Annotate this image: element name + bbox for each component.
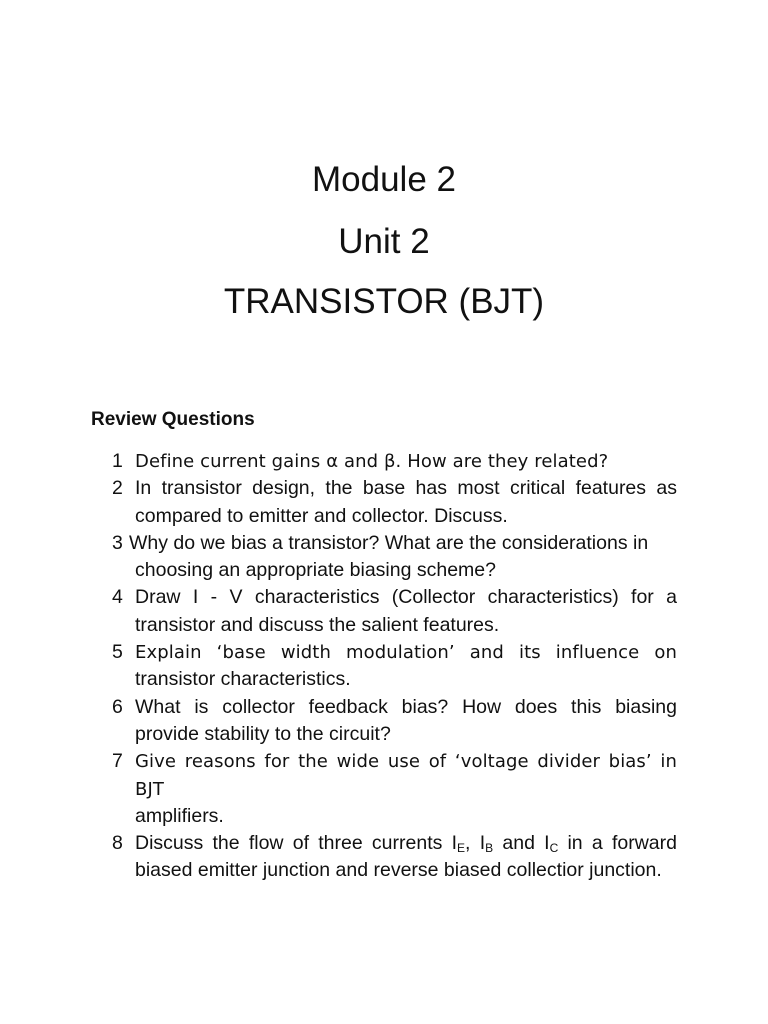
module-heading: Module 2 bbox=[312, 160, 456, 199]
question-text: What is collector feedback bias? How does this biasing provide stability to the circuit? bbox=[135, 695, 677, 745]
question-number: 6 bbox=[112, 695, 123, 718]
question-6 bbox=[0, 694, 768, 749]
document-title: TRANSISTOR (BJT) bbox=[223, 282, 545, 321]
question-5 bbox=[0, 639, 768, 694]
question-text-continuation: choosing an appropriate biasing scheme? bbox=[135, 559, 496, 582]
question-number: 5 bbox=[112, 641, 123, 664]
question-number: 7 bbox=[112, 750, 123, 773]
unit-heading: Unit 2 bbox=[338, 222, 430, 261]
question-text-part: , I bbox=[465, 832, 486, 855]
question-text bbox=[112, 530, 677, 585]
question-text-first-line: Give reasons for the wide use of ‘voltage divider bias’ in BJT bbox=[135, 751, 677, 800]
question-4 bbox=[0, 584, 768, 639]
question-text: Define current gains α and β. How are they related? bbox=[135, 451, 609, 472]
subscript-c: C bbox=[549, 841, 559, 856]
question-1 bbox=[0, 448, 768, 475]
question-text: Draw I - V characteristics (Collector characteristics) for a transistor and discuss the salient features. bbox=[135, 586, 677, 636]
review-questions-heading: Review Questions bbox=[91, 409, 255, 430]
question-number: 1 bbox=[112, 450, 123, 472]
question-text bbox=[135, 639, 677, 694]
question-list bbox=[0, 448, 768, 885]
question-2 bbox=[0, 475, 768, 530]
subscript-e: E bbox=[457, 841, 466, 856]
question-number: 4 bbox=[112, 586, 123, 609]
question-8 bbox=[0, 830, 768, 885]
question-number: 3 bbox=[112, 531, 123, 554]
question-3 bbox=[0, 530, 768, 585]
question-text-continuation: amplifiers. bbox=[135, 804, 224, 827]
question-text bbox=[135, 830, 677, 885]
subscript-b: B bbox=[485, 841, 494, 856]
question-text-part: Discuss the flow of three currents I bbox=[135, 832, 458, 855]
question-text-first-line: Why do we bias a transistor? What are the considerations in bbox=[129, 531, 649, 554]
question-number: 8 bbox=[112, 832, 123, 855]
question-number: 2 bbox=[112, 477, 123, 500]
question-text bbox=[135, 748, 677, 830]
question-text: In transistor design, the base has most critical features as compared to emitter and collector. Discuss. bbox=[135, 477, 677, 527]
question-7 bbox=[0, 748, 768, 830]
question-text-continuation: transistor characteristics. bbox=[135, 668, 351, 691]
question-text-part: in a forward biased emitter junction and reverse biased collectior junction. bbox=[135, 832, 677, 882]
question-text-first-line: Explain ‘base width modulation’ and its influence on bbox=[135, 642, 677, 664]
question-text-part: and I bbox=[493, 832, 550, 855]
